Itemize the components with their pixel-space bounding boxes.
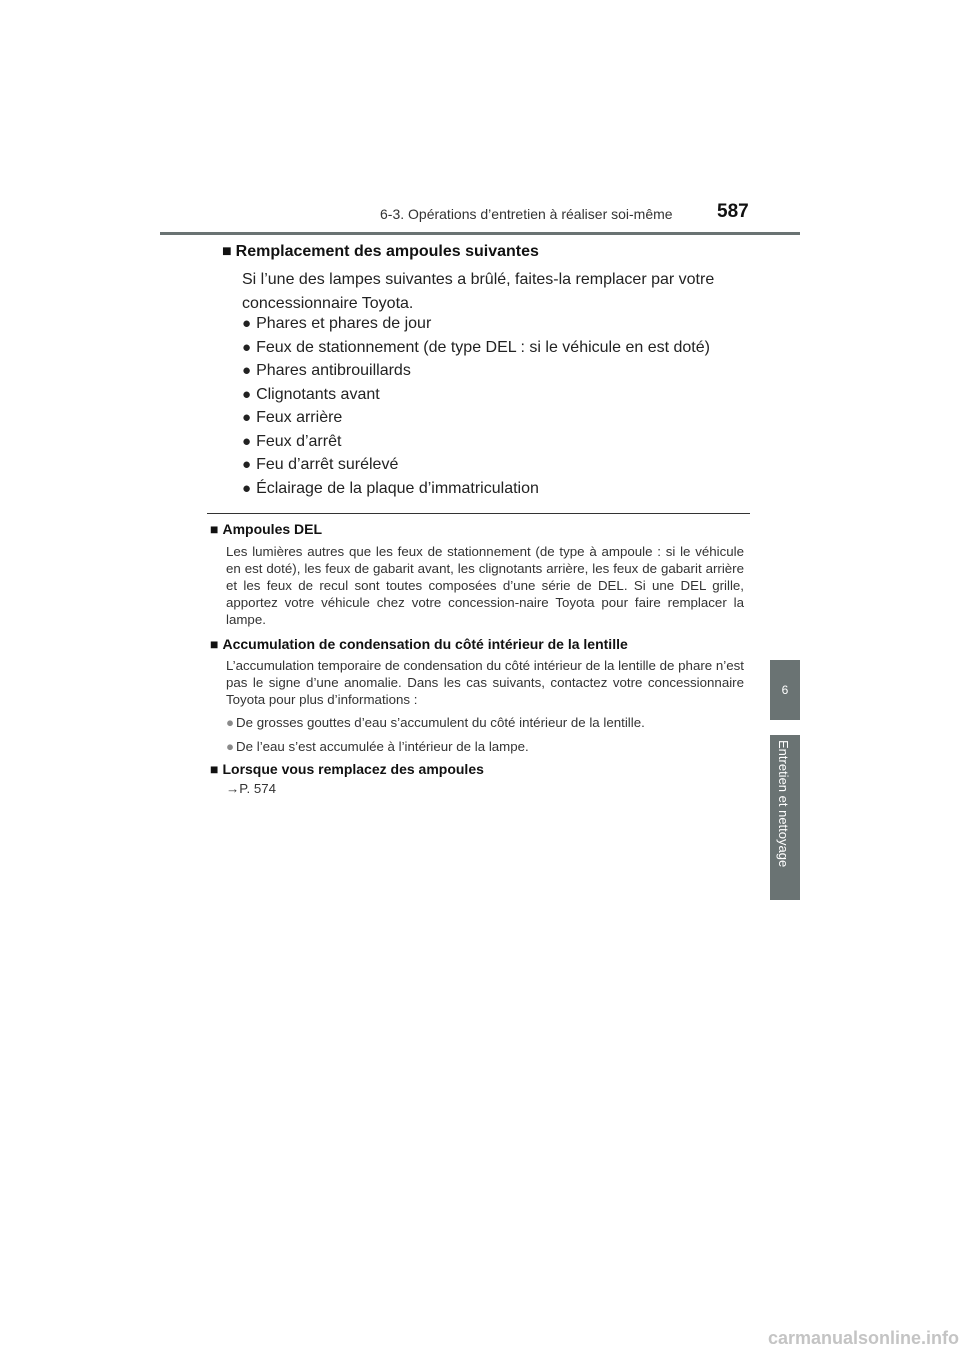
notes-divider (207, 513, 750, 514)
chapter-label: Entretien et nettoyage (776, 740, 791, 868)
list-item: ● Clignotants avant (242, 385, 380, 403)
square-bullet-icon: ■ (210, 761, 219, 777)
header-rule (160, 232, 800, 235)
chapter-number-tab (770, 660, 800, 720)
condensation-note-heading (210, 636, 628, 652)
list-item: ● Feu d’arrêt surélevé (242, 456, 399, 473)
list-item: ● Feux arrière (242, 409, 343, 426)
bullet-icon: ● (226, 715, 235, 730)
bullet-icon: ● (242, 432, 252, 450)
bullet-icon: ● (242, 315, 252, 332)
lamp-list (242, 314, 710, 502)
replacing-note-heading (210, 761, 484, 777)
bullet-icon: ● (242, 479, 252, 497)
list-item: ● Phares et phares de jour (242, 315, 432, 332)
page-reference-text: P. 574 (239, 781, 277, 796)
list-item: ● De grosses gouttes d’eau s’accumulent du côté intérieur de la lentille. (226, 715, 645, 730)
led-note-body: Les lumières autres que les feux de stationnement (de type à ampoule : si le véhicule en est doté), les feux de gabarit avant, les clignotants arrière, les feux de gabarit arrière et les feux de recul sont toutes composées d’une série de DEL. Si une DEL grille, apportez votre véhicule chez votre concession-naire Toyota pour faire remplacer la lampe. (226, 544, 744, 627)
watermark: carmanualsonline.info (768, 1328, 960, 1348)
main-section-title: Remplacement des ampoules suivantes (235, 243, 539, 260)
list-item: ● Feux d’arrêt (242, 432, 342, 450)
led-note-title: Ampoules DEL (222, 521, 323, 537)
page-reference (226, 781, 276, 796)
chapter-number: 6 (781, 683, 789, 697)
chapter-label-tab (770, 735, 800, 900)
list-item: ● De l’eau s’est accumulée à l’intérieur de la lampe. (226, 739, 529, 754)
bullet-icon: ● (226, 739, 235, 754)
square-bullet-icon: ■ (210, 636, 219, 652)
list-item: ● Éclairage de la plaque d’immatriculation (242, 479, 539, 497)
page-number: 587 (717, 201, 749, 222)
bullet-icon: ● (242, 385, 252, 403)
list-item: ● Feux de stationnement (de type DEL : si le véhicule en est doté) (242, 338, 710, 356)
led-note-heading (210, 521, 322, 537)
square-bullet-icon: ■ (222, 243, 232, 260)
square-bullet-icon: ■ (210, 521, 219, 537)
bullet-icon: ● (242, 338, 252, 356)
bullet-icon: ● (242, 362, 252, 379)
main-section-intro: Si l’une des lampes suivantes a brûlé, faites-la remplacer par votre concessionnaire Toyota. (242, 271, 715, 312)
arrow-right-icon: → (226, 781, 240, 796)
main-section-heading (222, 243, 539, 261)
bullet-icon: ● (242, 456, 252, 473)
condensation-note-body: L’accumulation temporaire de condensation du côté intérieur de la lentille de phare n’est pas le signe d’une anomalie. Dans les cas suivants, contactez votre concessionnaire Toyota pour plus d’informations : (226, 658, 744, 707)
condensation-note-title: Accumulation de condensation du côté intérieur de la lentille (222, 636, 628, 652)
bullet-icon: ● (242, 409, 252, 426)
list-item: ● Phares antibrouillards (242, 362, 411, 379)
replacing-note-title: Lorsque vous remplacez des ampoules (222, 761, 484, 777)
section-title: 6-3. Opérations d’entretien à réaliser soi-même (380, 206, 673, 222)
